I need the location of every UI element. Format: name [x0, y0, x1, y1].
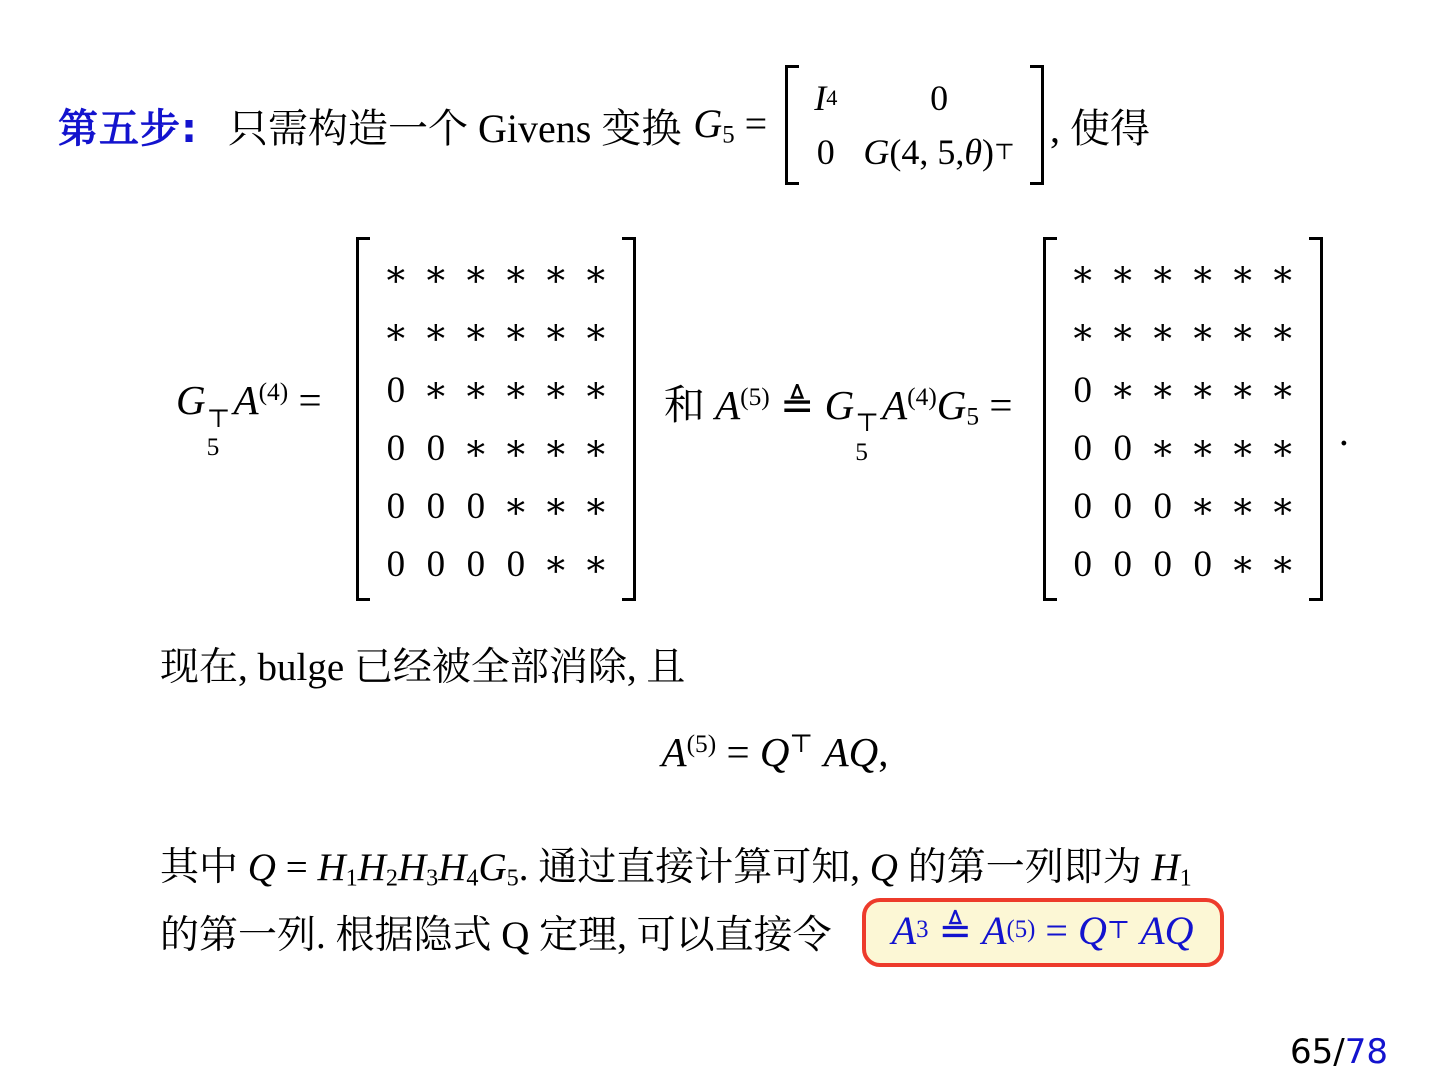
matrix-cell: 0 — [386, 369, 406, 411]
matrix-cell: ∗ — [1270, 544, 1296, 585]
matrix-bracket-left — [1043, 237, 1057, 601]
matrix-cell: I 4 — [814, 78, 838, 118]
matrix-cell: ∗ — [383, 254, 409, 295]
matrix-cell: ∗ — [583, 486, 609, 527]
matrix-cell: ∗ — [1270, 312, 1296, 353]
matrix-bracket-right — [1030, 65, 1044, 185]
matrix-cell: 0 — [1113, 543, 1132, 585]
matrix-cell: 0 — [1153, 485, 1172, 527]
equation-period: . — [1338, 408, 1349, 454]
heading — [58, 55, 1150, 195]
matrix-cell: ∗ — [1150, 370, 1176, 411]
matrix-cell: ∗ — [463, 312, 489, 353]
matrix-cell: 0 — [506, 543, 526, 585]
matrix-cell: ∗ — [1190, 254, 1216, 295]
matrix-cell: ∗ — [1190, 428, 1216, 469]
matrix-cell: ∗ — [1150, 254, 1176, 295]
matrix-cell: ∗ — [383, 312, 409, 353]
matrix-cell: ∗ — [503, 486, 529, 527]
matrix-bracket-left — [356, 237, 370, 601]
matrix-cell: G (4, 5, θ ) ⊤ — [863, 132, 1016, 172]
matrix-cell: ∗ — [1270, 254, 1296, 295]
matrix-cell: ∗ — [1230, 254, 1256, 295]
paragraph-bulge: 现在, bulge 已经被全部消除, 且 — [160, 646, 686, 689]
matrix-cell: ∗ — [1190, 312, 1216, 353]
matrix-cell: 0 — [930, 78, 949, 118]
right-hessenberg-matrix — [1043, 237, 1323, 601]
paragraph-q-line2 — [160, 890, 1224, 974]
matrix-cell: 0 — [1113, 427, 1132, 469]
matrix-cell: ∗ — [583, 428, 609, 469]
matrix-cell: 0 — [386, 427, 406, 469]
matrix-bracket-left — [785, 65, 799, 185]
page-indicator — [1290, 1032, 1388, 1072]
matrix-cell: ∗ — [543, 486, 569, 527]
heading-intro-text: 只需构造一个 Givens 变换 — [228, 105, 682, 151]
matrix-cell: ∗ — [1110, 254, 1136, 295]
matrix-cell: 0 — [386, 543, 406, 585]
matrix-cell: ∗ — [463, 370, 489, 411]
matrix-cell: ∗ — [583, 370, 609, 411]
matrix-cell: ∗ — [1230, 312, 1256, 353]
matrix-cell: ∗ — [1230, 544, 1256, 585]
matrix-cell: ∗ — [503, 312, 529, 353]
matrix-cell: 0 — [1073, 485, 1092, 527]
display-equation-row — [176, 226, 1349, 612]
matrix-cell: ∗ — [543, 428, 569, 469]
matrix-cell: 0 — [816, 132, 835, 172]
matrix-cell: ∗ — [1190, 370, 1216, 411]
matrix-cell: ∗ — [543, 312, 569, 353]
matrix-cell: 0 — [426, 543, 446, 585]
paragraph-q-line2-text: 的第一列. 根据隐式 Q 定理, 可以直接令 — [160, 914, 832, 957]
matrix-cell: ∗ — [1110, 370, 1136, 411]
equation-a5-qtaq: $A^{(5)} = Q^⊤$ AQ, — [661, 729, 889, 775]
matrix-cell: ∗ — [503, 254, 529, 295]
matrix-cell: 0 — [1153, 543, 1172, 585]
matrix-cell: 0 — [1073, 543, 1092, 585]
matrix-cell: ∗ — [543, 544, 569, 585]
matrix-cell: ∗ — [583, 254, 609, 295]
matrix-cell: ∗ — [543, 370, 569, 411]
matrix-bracket-right — [1309, 237, 1323, 601]
highlight-box: A 3 ≜ A (5) = Q ⊤ A Q — [862, 898, 1224, 967]
left-hessenberg-matrix — [356, 237, 636, 601]
matrix-cell: ∗ — [1070, 312, 1096, 353]
matrix-bracket-right — [622, 237, 636, 601]
heading-suffix-text: , 使得 — [1050, 105, 1151, 151]
matrix-cell: 0 — [386, 485, 406, 527]
matrix-cell: ∗ — [463, 428, 489, 469]
matrix-cell: ∗ — [1270, 370, 1296, 411]
matrix-cell: 0 — [426, 485, 446, 527]
matrix-cell: ∗ — [1190, 486, 1216, 527]
step-label: 第五步: — [58, 105, 198, 152]
matrix-cell: ∗ — [1230, 370, 1256, 411]
g5-block-matrix — [785, 65, 1044, 185]
matrix-cell: ∗ — [423, 254, 449, 295]
matrix-cell: ∗ — [543, 254, 569, 295]
matrix-cell: ∗ — [1230, 486, 1256, 527]
matrix-cell: ∗ — [1070, 254, 1096, 295]
matrix-cell: 0 — [466, 543, 486, 585]
lhs-math: G ⊤ 5 $A^{(4)}$ = — [176, 377, 332, 462]
matrix-cell: ∗ — [583, 544, 609, 585]
matrix-cell: ∗ — [583, 312, 609, 353]
matrix-cell: ∗ — [1270, 486, 1296, 527]
matrix-cell: 0 — [426, 427, 446, 469]
matrix-cell: ∗ — [1230, 428, 1256, 469]
matrix-cell: ∗ — [463, 254, 489, 295]
matrix-cell: ∗ — [423, 370, 449, 411]
matrix-cell: ∗ — [503, 370, 529, 411]
matrix-cell: 0 — [1073, 369, 1092, 411]
matrix-cell: 0 — [1113, 485, 1132, 527]
page-total: 78 — [1344, 1032, 1388, 1072]
matrix-cell: ∗ — [1150, 312, 1176, 353]
g5-definition-lhs: G5 = — [693, 101, 778, 149]
matrix-cell: 0 — [466, 485, 486, 527]
page-current: 65/ — [1290, 1032, 1345, 1072]
paragraph-q-line1: 其中 Q = H1H2H3H4G5. 通过直接计算可知, Q 的第一列即为 H1 — [160, 846, 1192, 892]
matrix-cell: ∗ — [1270, 428, 1296, 469]
matrix-cell: ∗ — [1150, 428, 1176, 469]
matrix-cell: ∗ — [1110, 312, 1136, 353]
matrix-cell: ∗ — [503, 428, 529, 469]
matrix-cell: ∗ — [423, 312, 449, 353]
matrix-cell: 0 — [1073, 427, 1092, 469]
matrix-cell: 0 — [1193, 543, 1212, 585]
middle-math: 和 $A^{(5)}$ ≜ G ⊤ 5 $A^{(4)}G5$ = — [663, 381, 1023, 466]
